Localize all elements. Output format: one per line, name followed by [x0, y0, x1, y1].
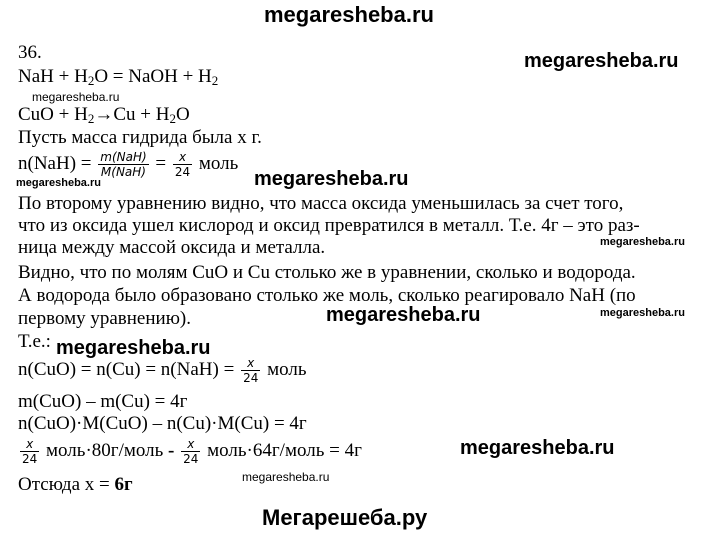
watermark-bottom-small: megaresheba.ru — [242, 470, 330, 484]
answer-value: 6г — [114, 474, 133, 495]
formula-n-nah: n(NaH) = $\frac{\text{m(NaH)}}{\text{M(NaH)}}$ = $\frac{x}{24}$ моль — [18, 150, 239, 179]
para1-line1: По второму уравнению видно, что масса оксида уменьшилась за счет того, — [18, 193, 624, 214]
formula-nm-diff: n(CuO)·M(CuO) – n(Cu)·M(Cu) = 4г — [18, 413, 307, 434]
fraction-x-over-24: $\frac{x}{24}$ — [174, 150, 191, 179]
watermark-footer: Мегарешеба.ру — [262, 505, 428, 530]
answer-line: Отсюда х = 6г — [18, 474, 133, 495]
fraction-x-over-24-b: $\frac{x}{24}$ — [243, 356, 259, 385]
task-number: 36. — [18, 42, 42, 63]
equation-1: NaH + $H_2O$ = NaOH + $H_2$ — [18, 66, 219, 88]
para1-line2: что из оксида ушел кислород и оксид превратился в металл. Т.е. 4г – это раз- — [18, 215, 640, 236]
para2-line3: первому уравнению). — [18, 308, 191, 329]
fraction-m-over-M: $\frac{\text{m(NaH)}}{\text{M(NaH)}}$ — [100, 150, 147, 179]
watermark-right-small-2: megaresheba.ru — [600, 307, 685, 319]
para1-line3: ница между массой оксида и металла. — [18, 237, 326, 258]
para2-line2: А водорода было образовано столько же моль, сколько реагировало NaH (по — [18, 285, 636, 306]
watermark-left-mid: megaresheba.ru — [56, 337, 211, 359]
watermark-right-small-1: megaresheba.ru — [600, 236, 685, 248]
watermark-right-2: megaresheba.ru — [460, 437, 615, 459]
te-label: Т.е.: — [18, 331, 51, 352]
para2-line1: Видно, что по молям CuO и Cu столько же в уравнении, сколько и водорода. — [18, 262, 636, 283]
watermark-left-small-1: megaresheba.ru — [32, 90, 120, 104]
watermark-left-small-2: megaresheba.ru — [16, 177, 101, 189]
watermark-mid-2: megaresheba.ru — [326, 304, 481, 326]
watermark-mid-1: megaresheba.ru — [254, 168, 409, 190]
fraction-x-over-24-c: $\frac{x}{24}$ — [22, 437, 38, 466]
equation-2: CuO + $H_2\to Cu + H_2O$ — [18, 104, 190, 126]
fraction-x-over-24-d: $\frac{x}{24}$ — [183, 437, 199, 466]
formula-calc: $\frac{x}{24}$ моль·80г/моль - $\frac{x}{24}$ моль·64г/моль = 4г — [22, 437, 362, 466]
watermark-right-1: megaresheba.ru — [524, 50, 679, 72]
formula-mass-diff: m(CuO) – m(Cu) = 4г — [18, 391, 188, 412]
line-assumption: Пусть масса гидрида была х г. — [18, 127, 262, 148]
formula-moles-equal: n(CuO) = n(Cu) = n(NaH) = $\frac{x}{24}$ моль — [18, 356, 307, 385]
watermark-top: megaresheba.ru — [264, 2, 434, 27]
